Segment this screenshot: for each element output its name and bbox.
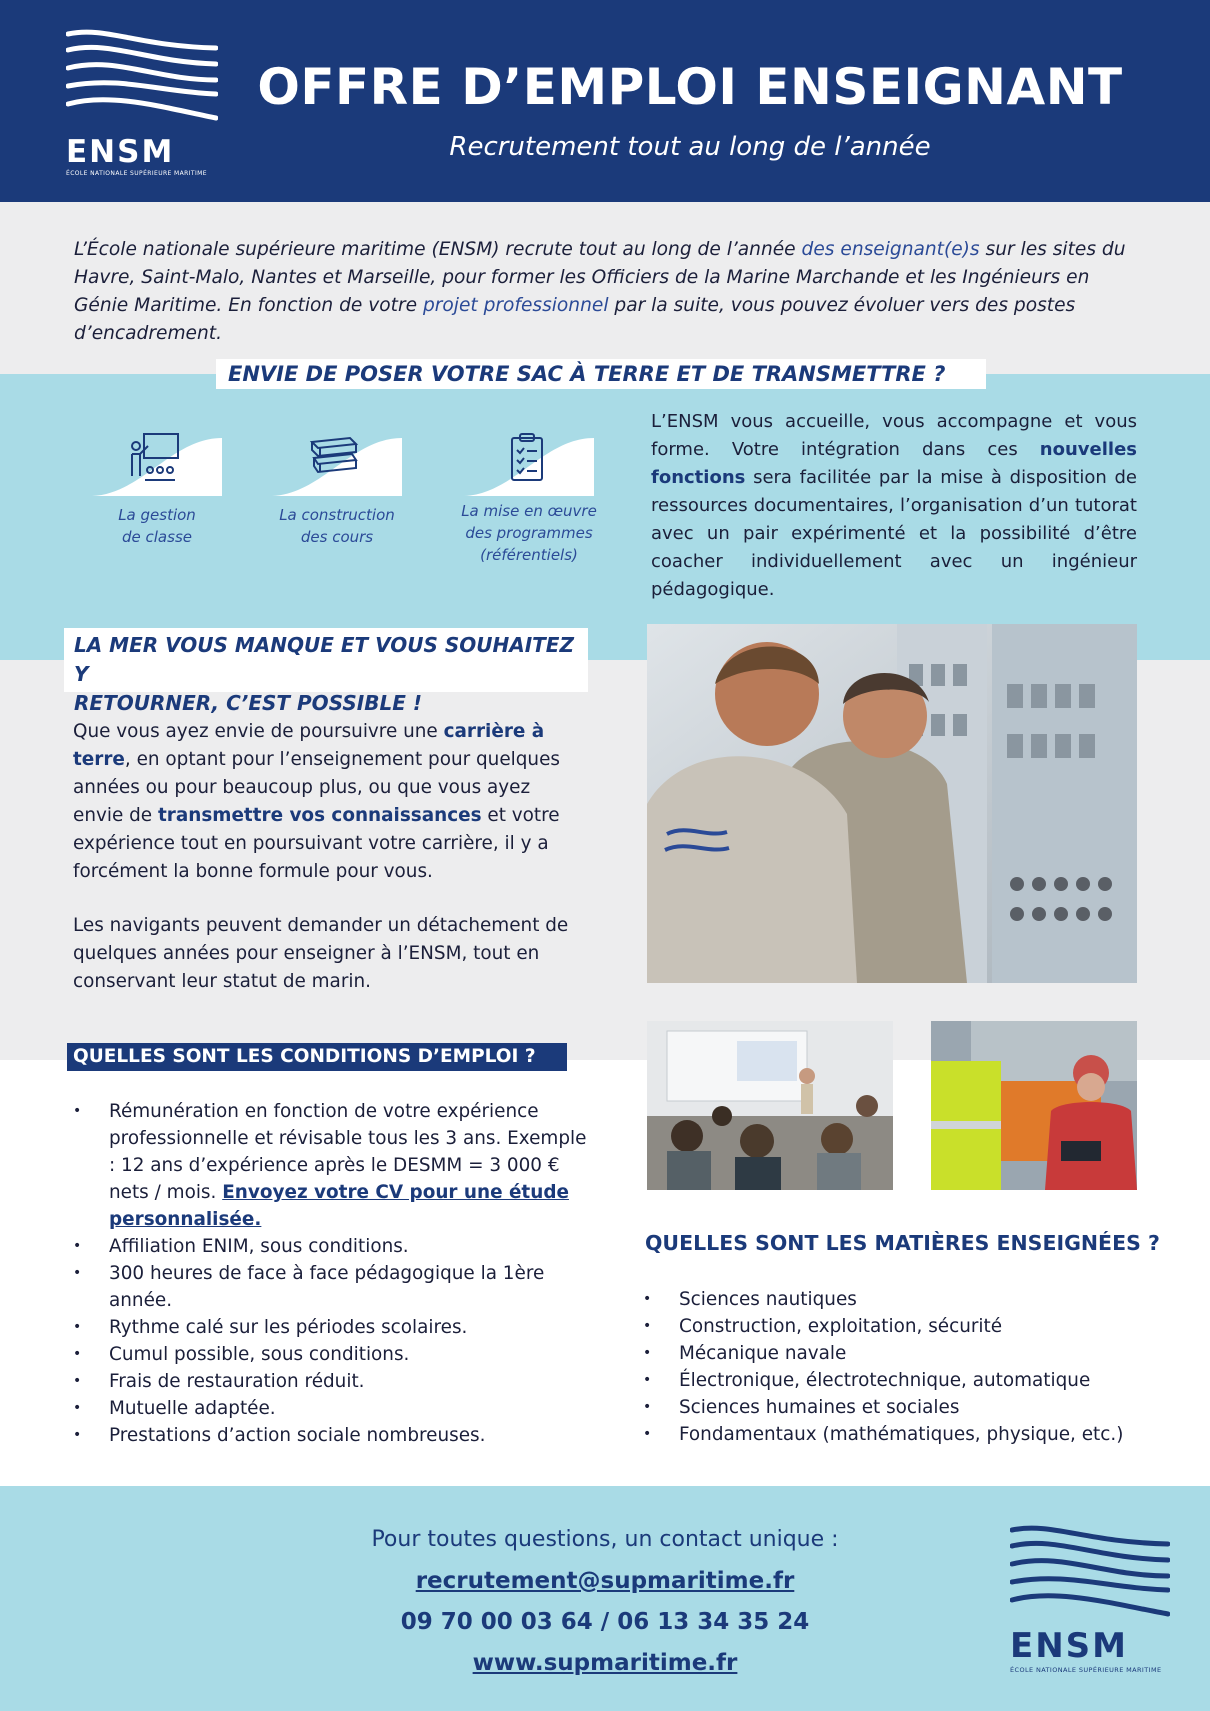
list-item: • Frais de restauration réduit. bbox=[73, 1368, 593, 1395]
icon-card-class-management bbox=[82, 438, 232, 548]
contact-intro: Pour toutes questions, un contact unique : bbox=[371, 1527, 839, 1552]
list-item: • Sciences nautiques bbox=[643, 1286, 1183, 1313]
list-item: • Cumul possible, sous conditions. bbox=[73, 1341, 593, 1368]
welcome-highlight: nouvelles fonctions bbox=[651, 439, 1137, 488]
list-item-text: Rémunération en fonction de votre expérience professionnelle et révisable tous les 3 ans. Exemple : 12 ans d’expérience après le DESMM = 3 000 € nets / mois. bbox=[109, 1101, 587, 1203]
detachment-paragraph: Les navigants peuvent demander un détachement de quelques années pour enseigner à l’ENSM, tout en conservant leur statut de marin. bbox=[73, 915, 569, 992]
logo-subtext: ÉCOLE NATIONALE SUPÉRIEURE MARITIME bbox=[1010, 1666, 1162, 1674]
icon-label-line: de classe bbox=[122, 528, 192, 546]
icon-label-course-building bbox=[262, 504, 412, 548]
career-paragraph bbox=[73, 718, 581, 886]
logo-subtext: ÉCOLE NATIONALE SUPÉRIEURE MARITIME bbox=[66, 170, 207, 177]
section-title-line: RETOURNER, C’EST POSSIBLE ! bbox=[74, 691, 422, 715]
welcome-paragraph bbox=[651, 408, 1137, 604]
website-link[interactable]: www.supmaritime.fr bbox=[472, 1650, 738, 1676]
welcome-text: L’ENSM vous accueille, vous accompagne et vous forme. Votre intégration dans ces bbox=[651, 411, 1137, 460]
list-item bbox=[73, 1098, 593, 1233]
conditions-list bbox=[73, 1098, 593, 1449]
intro-highlight-project: projet professionnel bbox=[422, 295, 609, 316]
list-item: • Construction, exploitation, sécurité bbox=[643, 1313, 1183, 1340]
page-title: OFFRE D’EMPLOI ENSEIGNANT bbox=[257, 58, 1123, 116]
clipboard-checklist-icon bbox=[498, 432, 554, 484]
section-title-subjects: QUELLES SONT LES MATIÈRES ENSEIGNÉES ? bbox=[645, 1231, 1160, 1255]
icon-label-line: des programmes bbox=[465, 524, 593, 542]
intro-text: par la suite, vous pouvez évoluer vers des postes d’encadrement. bbox=[74, 295, 1076, 344]
books-icon bbox=[306, 432, 362, 484]
icon-label-class-management bbox=[82, 504, 232, 548]
list-item: • Rythme calé sur les périodes scolaires. bbox=[73, 1314, 593, 1341]
icon-card-programs bbox=[454, 438, 604, 566]
list-item: • Fondamentaux (mathématiques, physique, etc.) bbox=[643, 1421, 1183, 1448]
teacher-board-icon bbox=[126, 432, 182, 484]
subjects-list bbox=[643, 1286, 1183, 1448]
icon-label-line: La construction bbox=[279, 506, 395, 524]
icon-label-line: des cours bbox=[300, 528, 374, 546]
ensm-logo-footer bbox=[1010, 1524, 1170, 1674]
intro-text: L’École nationale supérieure maritime (ENSM) recrute tout au long de l’année bbox=[74, 239, 802, 260]
icon-label-line: (référentiels) bbox=[480, 546, 578, 564]
section-title-sea bbox=[64, 628, 588, 715]
section-title-conditions: QUELLES SONT LES CONDITIONS D’EMPLOI ? bbox=[67, 1043, 567, 1071]
logo-wordmark: ENSM bbox=[1010, 1626, 1129, 1666]
career-text: et votre expérience tout en poursuivant votre carrière, il y a forcément la bonne formule pour vous. bbox=[73, 805, 560, 882]
phone-numbers: 09 70 00 03 64 / 06 13 34 35 24 bbox=[400, 1609, 810, 1635]
list-item: • Affiliation ENIM, sous conditions. bbox=[73, 1233, 593, 1260]
ensm-logo bbox=[66, 28, 218, 177]
email-link[interactable]: recrutement@supmaritime.fr bbox=[415, 1568, 795, 1594]
list-item: • Prestations d’action sociale nombreuses. bbox=[73, 1422, 593, 1449]
career-highlight-transmit: transmettre vos connaissances bbox=[157, 805, 482, 826]
career-text: , en optant pour l’enseignement pour quelques années ou pour beaucoup plus, ou que vous ayez envie de bbox=[73, 749, 560, 826]
career-highlight-land: carrière à terre bbox=[73, 721, 545, 770]
waves-icon bbox=[1010, 1524, 1170, 1628]
section-title-transmit: ENVIE DE POSER VOTRE SAC À TERRE ET DE TRANSMETTRE ? bbox=[216, 359, 986, 389]
section-title-line: LA MER VOUS MANQUE ET VOUS SOUHAITEZ Y bbox=[74, 633, 574, 686]
photo-instructors-control-panel bbox=[647, 624, 1137, 983]
photo-classroom bbox=[647, 1021, 893, 1190]
list-item: • Mécanique navale bbox=[643, 1340, 1183, 1367]
career-text: Que vous ayez envie de poursuivre une bbox=[73, 721, 444, 742]
intro-paragraph bbox=[74, 236, 1144, 348]
welcome-text: sera facilitée par la mise à disposition de ressources documentaires, l’organisation d’un tutorat avec un pair expérimenté et la possibilité d’être coacher individuellement avec un ingénieur pédagogique. bbox=[651, 467, 1137, 600]
intro-text: sur les sites du Havre, Saint-Malo, Nantes et Marseille, pour former les Officiers de la Marine Marchande et les Ingénieurs en Génie Maritime. En fonction de votre bbox=[74, 239, 1126, 316]
icon-card-course-building bbox=[262, 438, 412, 548]
list-item: • Électronique, électrotechnique, automatique bbox=[643, 1367, 1183, 1394]
photo-safety-training bbox=[931, 1021, 1137, 1190]
header-banner bbox=[0, 0, 1210, 202]
send-cv-link[interactable]: Envoyez votre CV pour une étude personnalisée. bbox=[109, 1182, 569, 1230]
icon-label-line: La gestion bbox=[118, 506, 196, 524]
waves-icon bbox=[66, 28, 218, 136]
page-subtitle: Recrutement tout au long de l’année bbox=[449, 132, 931, 162]
icon-label-line: La mise en œuvre bbox=[461, 502, 597, 520]
list-item: • Mutuelle adaptée. bbox=[73, 1395, 593, 1422]
logo-wordmark: ENSM bbox=[66, 134, 175, 170]
intro-highlight-teachers: des enseignant(e)s bbox=[801, 239, 980, 260]
icon-label-programs bbox=[454, 500, 604, 566]
list-item: • Sciences humaines et sociales bbox=[643, 1394, 1183, 1421]
list-item: • 300 heures de face à face pédagogique la 1ère année. bbox=[73, 1260, 593, 1314]
